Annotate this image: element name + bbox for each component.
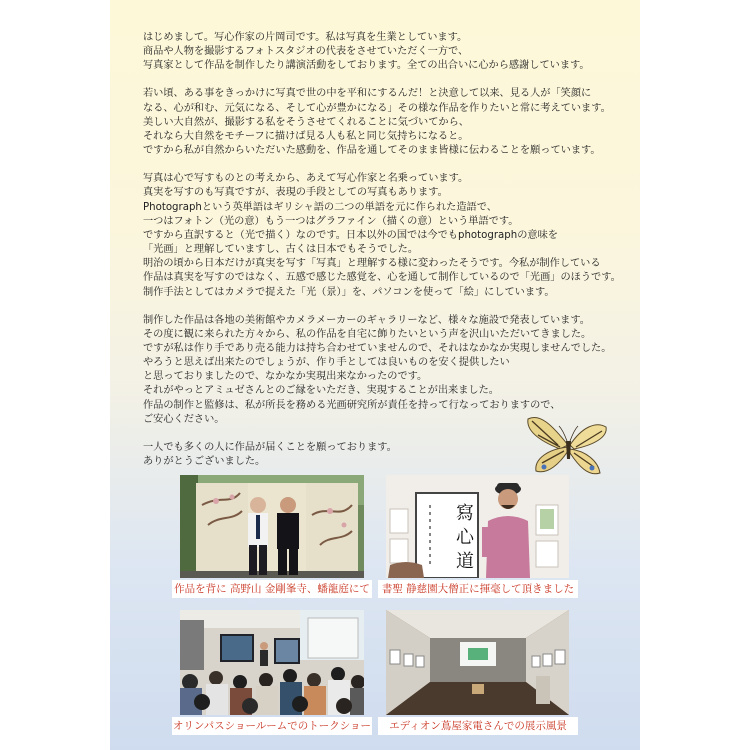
text-line: それなら大自然をモチーフに描けば見る人も私と同じ気持ちになると。 bbox=[143, 130, 469, 142]
text-line: 作品は真実を写すのではなく、五感で感じた感覚を、心を通して制作しているので「光画」のほうです。 bbox=[143, 272, 621, 284]
calligraphy-char: 道 bbox=[456, 551, 474, 572]
text-line: 美しい大自然が、撮影する私をそうさせてくれることに気づいてから、 bbox=[143, 116, 469, 128]
paragraph-photograph bbox=[143, 172, 623, 299]
text-line: それがやっとアミュゼさんとのご縁をいただき、実現することが出来ました。 bbox=[143, 385, 499, 397]
text-line: 写真は心で写すものとの考えから、あえて写心作家と名乗っています。 bbox=[143, 173, 469, 185]
text-line: はじめまして。写心作家の片岡司です。私は写真を生業としています。 bbox=[143, 32, 468, 43]
flyer-page bbox=[110, 0, 640, 750]
text-line: その度に観に来られた方々から、私の作品を自宅に飾りたいという声を沢山いただいてきました。 bbox=[143, 328, 592, 340]
text-line: 明治の頃から日本だけが真実を写す「写真」と理解する様に変わったそうです。今私が制作している bbox=[143, 258, 601, 270]
caption-koyasan: 作品を背に 高野山 金剛峯寺、蟠龍庭にて bbox=[172, 580, 372, 598]
calligraphy-char: 寫 bbox=[456, 503, 474, 524]
text-line: 一つはフォトン（光の意）もう一つはグラファイン（描くの意）という単語です。 bbox=[143, 215, 519, 227]
text-line: 商品や人物を撮影するフォトスタジオの代表をさせていただく一方で、 bbox=[143, 46, 469, 58]
text-line: 制作した作品は各地の美術館やカメラメーカーのギャラリーなど、様々な施設で発表しています。 bbox=[143, 314, 590, 326]
text-line: 作品の制作と監修は、私が所長を務める光画研究所が責任を持って行なっておりますので、 bbox=[143, 399, 561, 411]
text-line: 一人でも多くの人に作品が届くことを願っております。 bbox=[143, 441, 397, 453]
text-line: 若い頃、ある事をきっかけに写真で世の中を平和にするんだ！と決意して以来、見る人が「笑顔に bbox=[143, 88, 592, 100]
text-line: なる、心が和む、元気になる、そして心が豊かになる」その様な作品を作りたいと常に考えています。 bbox=[143, 102, 611, 114]
text-line: 写真家として作品を制作したり講演活動をしております。全ての出合いに心から感謝しています。 bbox=[143, 60, 590, 72]
text-line: 制作手法としてはカメラで捉えた「光（景）」を、パソコンを使って「絵」にしています。 bbox=[143, 286, 555, 298]
text-line: 真実を写すのも写真ですが、表現の手段としての写真もあります。 bbox=[143, 187, 448, 199]
text-line: ご安心ください。 bbox=[143, 413, 225, 425]
text-line: Photographという英単語はギリシャ語の二つの単語を元に作られた造語で、 bbox=[143, 201, 497, 213]
caption-exhibition: エディオン蔦屋家電さんでの展示風景 bbox=[378, 717, 578, 735]
text-line: やろうと思えば出来たのでしょうが、作り手としては良いものを安く提供したい bbox=[143, 357, 510, 369]
text-line: ですが私は作り手であり売る能力は持ち合わせていませんので、それはなかなか実現しませんでした。 bbox=[143, 342, 612, 354]
photo-calligraphy bbox=[386, 475, 569, 578]
text-line: ありがとうございました。 bbox=[143, 456, 266, 468]
caption-calligraphy: 書聖 静慈園大僧正に揮毫して頂きました bbox=[378, 580, 578, 598]
text-line: と思っておりましたので、なかなか実現出来なかったのです。 bbox=[143, 371, 428, 383]
text-line: ですから直訳すると（光で描く）なのです。日本以外の国では今でもphotographの意味を bbox=[143, 229, 558, 241]
photo-koyasan bbox=[180, 475, 364, 578]
caption-talk-show: オリンパスショールームでのトークショー bbox=[172, 717, 372, 735]
text-line: 「光画」と理解していますし、古くは日本でもそうでした。 bbox=[143, 244, 419, 256]
photo-talk-show bbox=[180, 610, 364, 715]
text-line: ですから私が自然からいただいた感動を、作品を通してそのまま皆様に伝わることを願っています。 bbox=[143, 145, 601, 157]
calligraphy-char: 心 bbox=[456, 527, 474, 548]
paragraph-youth bbox=[143, 87, 623, 158]
paragraph-intro bbox=[143, 31, 623, 73]
butterfly-illustration bbox=[522, 405, 612, 480]
photo-exhibition bbox=[386, 610, 569, 715]
